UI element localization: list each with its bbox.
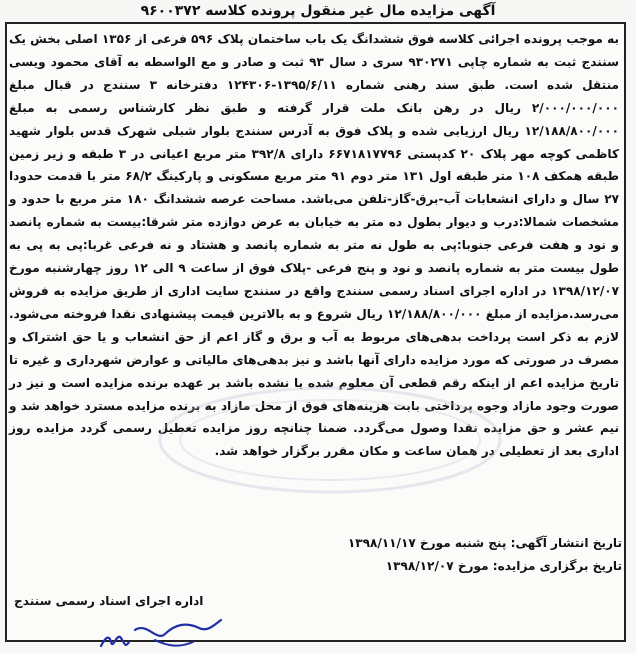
publish-date: تاریخ انتشار آگهی: پنج شنبه مورخ ۱۳۹۸/۱۱/۱۷ [347, 536, 622, 550]
notice-body [9, 28, 619, 463]
auction-date: تاریخ برگزاری مزایده: مورخ ۱۳۹۸/۱۲/۰۷ [385, 558, 622, 573]
notice-title: آگهی مزایده مال غیر منقول پرونده کلاسه ۹۶۰۰۳۷۲ [140, 3, 496, 19]
notice-paragraph: به موجب پرونده اجرائی کلاسه فوق ششدانگ یک باب ساختمان پلاک ۵۹۶ فرعی از ۱۳۵۶ اصلی بخش یک سنندج ثبت به شماره چاپی ۹۳۰۲۷۱ سری د سال ۹۳ ثبت و صادر و مع الواسطه به آقای محمود ویسی منتقل شده است. طبق سند رهنی شماره ۱۳۹۵/۶/۱۱-۱۲۴۳۰۶ دفترخانه ۳ سنندج در قبال مبلغ ۲/۰۰۰/۰۰۰/۰۰۰ ریال در رهن بانک ملت قرار گرفته و طبق نظر کارشناس رسمی به مبلغ ۱۲/۱۸۸/۸۰۰/۰۰۰ ریال ارزیابی شده و پلاک فوق به آدرس سنندج بلوار شبلی شهرک قدس بلوار شهید کاظمی کوچه مهر پلاک ۲۰ کدپستی ۶۶۷۱۸۱۷۷۹۶ دارای ۳۹۲/۸ متر مربع اعیانی در ۳ طبقه و زیر زمین طبقه همکف ۱۰۸ متر طبقه اول ۱۳۱ متر دوم ۹۱ متر مربع مسکونی و پارکینگ ۶۸/۲ متر با قدمت حدودا ۲۷ سال و دارای انشعابات آب-برق-گاز-تلفن می‌باشد. مساحت عرصه ششدانگ ۱۸۰ متر مربع با حدود و مشخصات شمالا:درب و دیوار بطول ده متر به خیابان به عرض دوازده متر شرقا:بیست به شماره پانصد و نود و هفت فرعی جنوبا:پی به طول نه متر به شماره پانصد و هشتاد و نه فرعی غربا:پی به پی به طول بیست متر به شماره پانصد و نود و پنج فرعی -پلاک فوق از ساعت ۹ الی ۱۲ روز چهارشنبه مورخ ۱۳۹۸/۱۲/۰۷ در اداره اجرای اسناد رسمی سنندج واقع در سنندج سایت اداری از طریق مزایده به فروش می‌رسد.مزایده از مبلغ ۱۲/۱۸۸/۸۰۰/۰۰۰ ریال شروع و به بالاترین قیمت پیشنهادی نقدا فروخته می‌شود. لازم به ذکر است پرداخت بدهی‌های مربوط به آب و برق و گاز اعم از حق انشعاب و یا حق اشتراک و مصرف در صورتی که مورد مزایده دارای آنها باشد و نیز بدهی‌های مالیاتی و عوارض شهرداری و غیره تا تاریخ مزایده اعم از اینکه رقم قطعی آن معلوم شده یا نشده باشد بر عهده برنده مزایده است و نیز در صورت وجود مازاد وجوه پرداختی بابت هزینه‌های فوق از محل مازاد به برنده مزایده مسترد خواهد شد و نیم عشر و حق مزایده نقدا وصول می‌گردد. ضمنا چنانچه روز مزایده تعطیل رسمی گردد مزایده روز اداری بعد از تعطیلی در همان ساعت و مکان مقرر برگزار خواهد شد. [9, 32, 620, 459]
issuer-office: اداره اجرای اسناد رسمی سنندج [14, 594, 204, 608]
handwritten-signature [95, 612, 225, 653]
notice-dates [22, 532, 622, 577]
